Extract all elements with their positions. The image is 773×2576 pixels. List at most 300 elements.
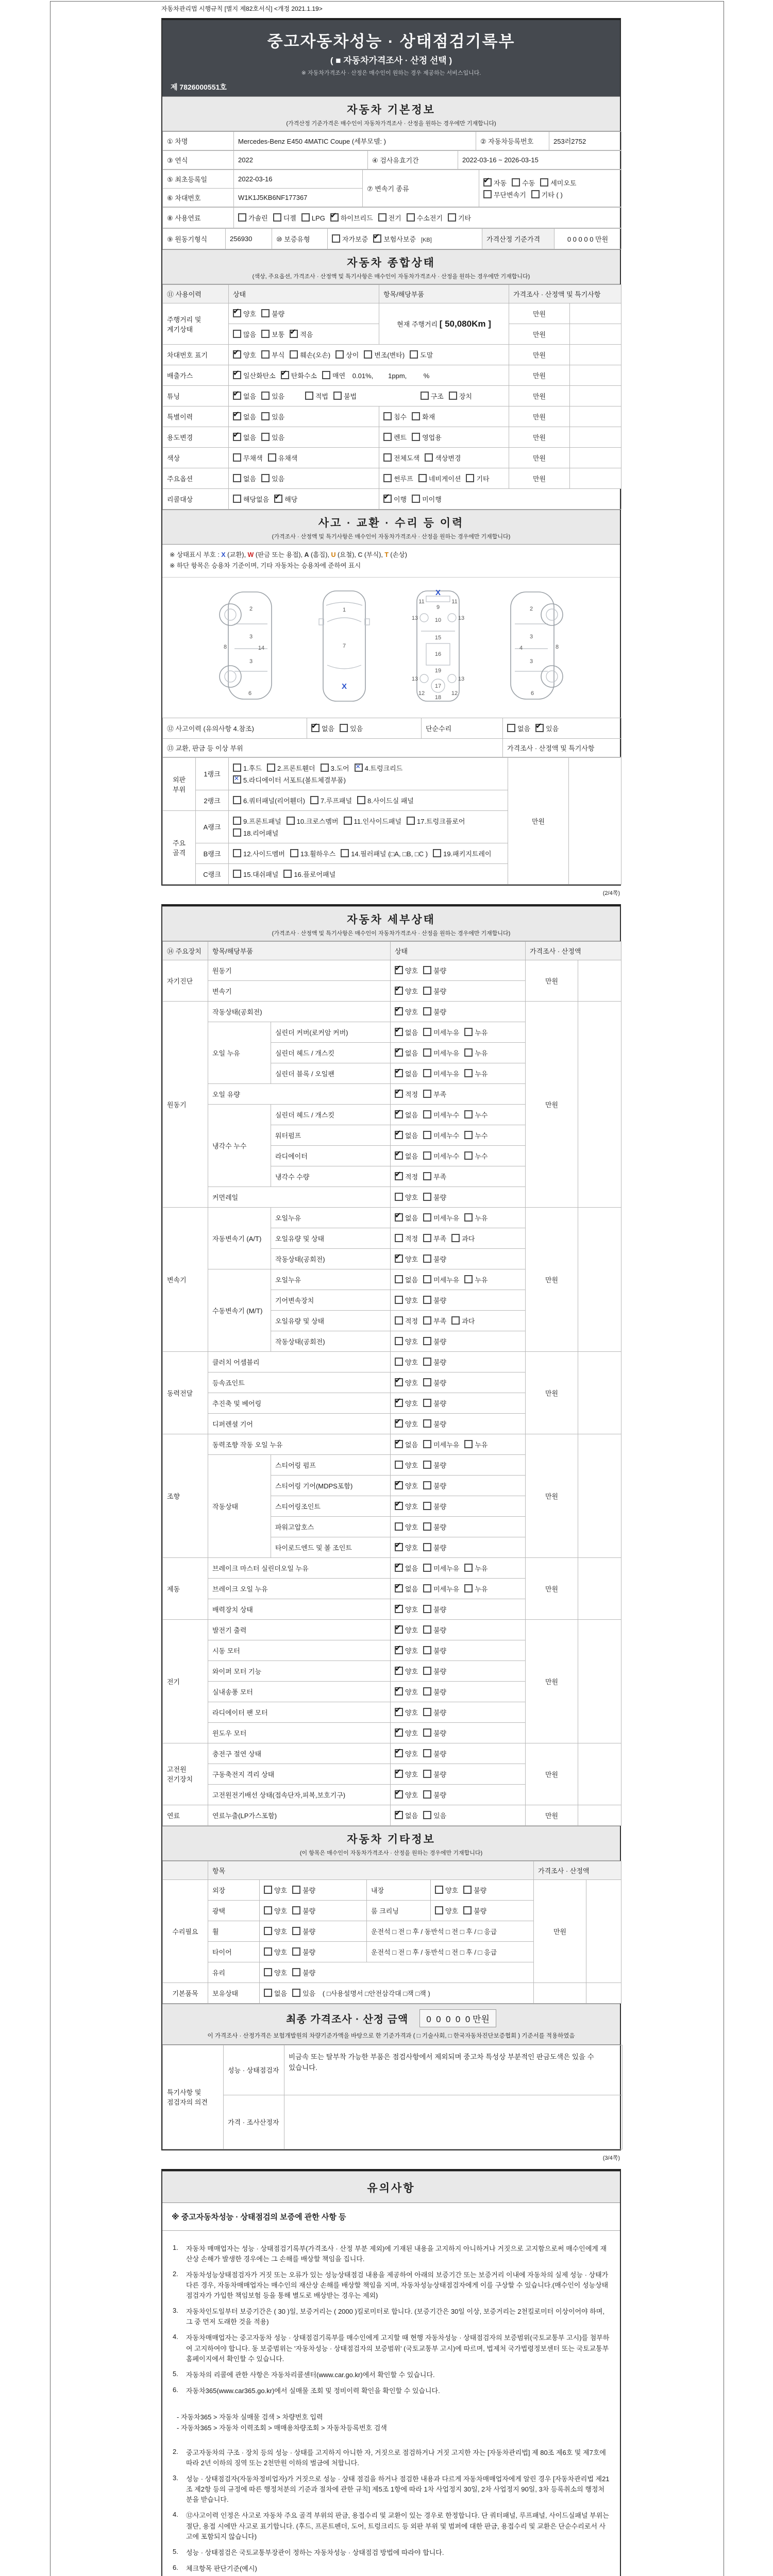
checkbox-icon bbox=[540, 178, 548, 187]
notice-item bbox=[173, 2333, 610, 2364]
checkbox-icon: ✔ bbox=[233, 412, 241, 420]
svg-text:3: 3 bbox=[529, 633, 533, 640]
checkbox-icon bbox=[292, 1886, 300, 1894]
checked-checkbox-option: ✔ 자동 bbox=[483, 176, 507, 187]
unchecked-checkbox-option: 불량 bbox=[292, 1968, 315, 1977]
checkbox-icon bbox=[264, 1947, 272, 1956]
notice-item-text: ⑫사고이력 인정은 사고로 자동차 주요 골격 부위의 판금, 용접수리 및 교환이 있는 경우로 한정합니다. 단 쿼터패널, 루프패널, 사이드실패널 부위는 절단, 용접 시에만 사고로 표기합니다. (후드, 프론트펜더, 도어, 트렁크리드 등 외판 부위 및 범퍼에 대한 판금, 용접수리 및 교환은 단순수리로서 사고에 포함되지 않습니다) bbox=[186, 2512, 609, 2540]
unchecked-checkbox-option: 13.휠하우스 bbox=[290, 849, 335, 858]
checkbox-icon bbox=[423, 1749, 431, 1757]
checkbox-icon bbox=[395, 1296, 403, 1304]
checked-checkbox-option: ✔ 양호 bbox=[395, 984, 418, 995]
status-options bbox=[391, 1619, 526, 1640]
checkbox-icon bbox=[423, 1625, 431, 1634]
price-cell: 만원 bbox=[526, 1557, 578, 1619]
unchecked-checkbox-option: 불량 bbox=[423, 1646, 446, 1655]
legend-desc: (판금 또는 용접), bbox=[254, 551, 305, 558]
holding-state-options bbox=[260, 1982, 534, 2003]
current-mileage bbox=[379, 303, 509, 345]
note-cell bbox=[570, 303, 621, 324]
unchecked-checkbox-option: 미세누수 bbox=[423, 1110, 459, 1120]
rankB-label: B랭크 bbox=[196, 843, 229, 863]
unchecked-checkbox-option: 불량 bbox=[423, 986, 446, 996]
unchecked-checkbox-option: 무채색 bbox=[233, 453, 263, 463]
unchecked-checkbox-option: 수동 bbox=[512, 178, 535, 188]
checkbox-icon bbox=[264, 1968, 272, 1976]
unchecked-checkbox-option: 변조(변타) bbox=[364, 350, 405, 360]
checkbox-icon bbox=[407, 213, 415, 222]
checkbox-icon bbox=[423, 1790, 431, 1799]
status-options bbox=[391, 1104, 526, 1125]
svg-text:4: 4 bbox=[519, 645, 523, 651]
unchecked-checkbox-option: 부족 bbox=[423, 1172, 446, 1181]
sub-item-label: 스티어링 기어(MDPS포함) bbox=[271, 1475, 391, 1496]
price-cell: 만원 bbox=[509, 324, 570, 345]
unchecked-checkbox-option: 누유 bbox=[464, 1563, 488, 1573]
svg-text:1: 1 bbox=[342, 606, 346, 613]
mileage-value: [ 50,080Km ] bbox=[439, 318, 491, 329]
unchecked-checkbox-option: 7.루프패널 bbox=[310, 795, 352, 805]
section-note: (색상, 주요옵션, 가격조사 · 산정액 및 특기사항은 매수인이 자동차가격조사 · 산정을 원하는 경우에만 기재합니다) bbox=[252, 274, 530, 280]
unchecked-checkbox-option: 있음 bbox=[423, 1810, 446, 1820]
status-options bbox=[391, 1372, 526, 1393]
inspection-record-document bbox=[161, 0, 621, 2576]
checkbox-icon: ✔ bbox=[233, 433, 241, 441]
sub-item-label: 냉각수 수량 bbox=[271, 1166, 391, 1187]
status-options bbox=[391, 1248, 526, 1269]
checked-checkbox-option: ✔ 없음 bbox=[395, 1561, 418, 1572]
device-group-label: 변속기 bbox=[163, 1207, 208, 1351]
tire-options bbox=[260, 1941, 367, 1962]
basic-items-label: 기본품목 bbox=[163, 1982, 208, 2003]
checkbox-icon bbox=[423, 1213, 431, 1222]
box-basic-and-comprehensive bbox=[161, 18, 621, 886]
checkbox-icon: ✔ bbox=[395, 1151, 403, 1160]
unchecked-checkbox-option: 세미오토 bbox=[540, 178, 576, 188]
exterior-options bbox=[260, 1879, 367, 1900]
wheel-label: 휠 bbox=[208, 1921, 260, 1941]
color-label: 색상 bbox=[163, 448, 229, 468]
unchecked-checkbox-option: 있음 bbox=[261, 473, 284, 483]
svg-text:13: 13 bbox=[458, 675, 465, 682]
item-label: 시동 모터 bbox=[208, 1640, 391, 1660]
holding-state-label: 보유상태 bbox=[208, 1982, 260, 2003]
svg-text:2: 2 bbox=[529, 605, 533, 612]
checkbox-icon bbox=[451, 1316, 460, 1325]
device-group-label: 연료 bbox=[163, 1805, 208, 1825]
checkbox-icon bbox=[292, 1906, 300, 1914]
unchecked-checkbox-option: 14.필러패널 (□A, □B, □C ) bbox=[341, 849, 428, 858]
unchecked-checkbox-option: 미세누수 bbox=[423, 1130, 459, 1140]
status-options bbox=[391, 1557, 526, 1578]
svg-text:10: 10 bbox=[434, 617, 442, 623]
checkbox-icon bbox=[421, 392, 429, 400]
unchecked-checkbox-option: 디젤 bbox=[273, 213, 296, 223]
checkbox-icon bbox=[341, 849, 349, 857]
fuel-label: ⑧ 사용연료 bbox=[163, 208, 234, 228]
unchecked-checkbox-option: 불량 bbox=[423, 1357, 446, 1367]
checkbox-icon: ✔ bbox=[395, 1213, 403, 1222]
price-cell: 만원 bbox=[526, 1351, 578, 1434]
svg-text:16: 16 bbox=[434, 651, 442, 657]
svg-text:6: 6 bbox=[248, 690, 252, 697]
checkbox-icon bbox=[395, 1316, 403, 1325]
checked-checkbox-option: ✔ 있음 bbox=[535, 721, 559, 733]
unchecked-checkbox-option: 미세누유 bbox=[423, 1275, 459, 1284]
checkbox-icon bbox=[292, 1989, 300, 1997]
svg-text:12: 12 bbox=[451, 690, 458, 697]
exterior-label: 외장 bbox=[208, 1879, 260, 1900]
unchecked-checkbox-option: 불량 bbox=[423, 1398, 446, 1408]
unchecked-checkbox-option: 1.후드 bbox=[233, 763, 262, 773]
checkbox-icon bbox=[423, 1461, 431, 1469]
notice-item-text: 중고자동차의 구조 · 장치 등의 성능 · 상태를 고지하지 아니한 자, 거짓으로 점검하거나 거짓 고지한 자는 [자동차관리법] 제 80조 제6호 및 제7호에 따라 2년 이하의 징역 또는 2천만원 이하의 벌금에 처합니다. bbox=[186, 2448, 606, 2467]
price-cell: 만원 bbox=[526, 1207, 578, 1351]
vin-value: W1K1J5KB6NF177367 bbox=[234, 189, 363, 207]
checkbox-icon bbox=[357, 796, 365, 804]
appraiser-label: 가격 · 조사산정자 bbox=[224, 2095, 284, 2149]
status-options bbox=[391, 1599, 526, 1619]
checked-checkbox-option: ✔ 없음 bbox=[233, 431, 257, 442]
reg-no-label: ② 자동차등록번호 bbox=[476, 132, 549, 150]
checkbox-icon: ✔ bbox=[395, 1440, 403, 1448]
status-options bbox=[391, 1784, 526, 1805]
item-label: 원동기 bbox=[208, 960, 391, 980]
status-options bbox=[391, 1290, 526, 1310]
final-price-band bbox=[162, 2004, 620, 2045]
rank1-options bbox=[229, 757, 508, 790]
item-label: 작동상태 bbox=[208, 1454, 271, 1557]
sub-item-label: 라디에이터 bbox=[271, 1145, 391, 1166]
unchecked-checkbox-option: 3.도어 bbox=[321, 763, 349, 773]
detail-row bbox=[163, 1619, 621, 1640]
basic-info-table-row2 bbox=[162, 150, 621, 170]
holding-option-group bbox=[264, 1990, 321, 1997]
svg-text:13: 13 bbox=[411, 615, 418, 621]
checked-checkbox-option: ✔ 양호 bbox=[395, 1540, 418, 1552]
checked-checkbox-option: ✔ 보험사보증 bbox=[373, 232, 416, 243]
note-cell bbox=[578, 960, 621, 1001]
checkbox-icon bbox=[332, 234, 340, 243]
checkbox-icon bbox=[435, 1906, 443, 1914]
checkbox-icon: ✔ bbox=[395, 1069, 403, 1077]
recall-label: 리콜대상 bbox=[163, 489, 229, 510]
checkbox-icon bbox=[412, 433, 420, 441]
unchecked-checkbox-option: LPG bbox=[301, 213, 325, 222]
unchecked-checkbox-option: 양호 bbox=[395, 1522, 418, 1532]
unchecked-checkbox-option: 불량 bbox=[423, 965, 446, 975]
svg-text:8: 8 bbox=[223, 643, 227, 650]
unchecked-checkbox-option: 불량 bbox=[423, 1460, 446, 1470]
device-group-label: 전기 bbox=[163, 1619, 208, 1743]
checked-checkbox-option: ✕ 5.라디에이터 서포트(볼트체결부품) bbox=[234, 774, 346, 784]
col-item-parts: 항목/해당부품 bbox=[208, 941, 391, 960]
checkbox-icon bbox=[423, 1234, 431, 1242]
unchecked-checkbox-option: 19.패키지트레이 bbox=[433, 849, 491, 858]
page-marker-3: (3/4쪽) bbox=[602, 2155, 620, 2161]
etc-col-item: 항목 bbox=[208, 1861, 534, 1879]
checkbox-icon bbox=[512, 178, 520, 187]
item-label: 등속죠인트 bbox=[208, 1372, 391, 1393]
legend-desc: (요철), bbox=[335, 551, 358, 558]
checkbox-icon: ✔ bbox=[395, 1502, 403, 1510]
checked-checkbox-option: ✔ 양호 bbox=[395, 1767, 418, 1778]
detail-state-table bbox=[162, 941, 621, 1826]
checkbox-icon: ✔ bbox=[395, 1625, 403, 1634]
unchecked-checkbox-option: 없음 bbox=[264, 1988, 287, 1998]
main-option-type-options bbox=[379, 468, 509, 489]
status-options bbox=[391, 1640, 526, 1660]
comprehensive-table bbox=[162, 284, 621, 510]
checkbox-icon bbox=[233, 828, 241, 837]
interior-options bbox=[431, 1879, 534, 1900]
checkbox-icon bbox=[335, 350, 344, 359]
checkbox-icon: ✔ bbox=[395, 966, 403, 974]
checked-checkbox-option: ✔ 양호 bbox=[395, 1705, 418, 1717]
room-cleaning-label: 룸 크리닝 bbox=[367, 1900, 431, 1921]
first-reg-value: 2022-03-16 bbox=[234, 170, 363, 189]
unchecked-checkbox-option: 매연 bbox=[322, 370, 345, 380]
inspector-label: 성능 · 상태점검자 bbox=[224, 2045, 284, 2095]
checkbox-icon bbox=[290, 849, 298, 857]
checkbox-icon bbox=[423, 1028, 431, 1036]
car-bottom-view bbox=[405, 588, 472, 706]
legend-symbol-x: X bbox=[221, 551, 226, 558]
checkbox-icon: ✔ bbox=[395, 1564, 403, 1572]
notice-item-number: 3. bbox=[173, 2474, 178, 2482]
status-options bbox=[391, 1413, 526, 1434]
status-options bbox=[391, 1660, 526, 1681]
checkbox-icon bbox=[423, 1358, 431, 1366]
device-group-label: 조향 bbox=[163, 1434, 208, 1557]
checkbox-icon bbox=[233, 764, 241, 772]
item-label: 브레이크 오일 누유 bbox=[208, 1578, 391, 1599]
notice-item bbox=[173, 2307, 610, 2327]
unchecked-checkbox-option: 수소전기 bbox=[407, 213, 443, 223]
basic-info-table-row1 bbox=[162, 131, 621, 150]
note-cell bbox=[570, 406, 621, 427]
unchecked-checkbox-option: 부족 bbox=[423, 1089, 446, 1099]
checked-checkbox-option: ✔ 없음 bbox=[395, 1149, 418, 1160]
checked-checkbox-option: ✔ 양호 bbox=[395, 1602, 418, 1614]
unchecked-checkbox-option: 불량 bbox=[292, 1885, 315, 1895]
checkbox-icon bbox=[261, 330, 270, 338]
page-marker-2: (2/4쪽) bbox=[602, 890, 620, 896]
item-label: 발전기 출력 bbox=[208, 1619, 391, 1640]
unchecked-checkbox-option: 누수 bbox=[464, 1130, 488, 1140]
checkbox-icon bbox=[423, 1069, 431, 1077]
price-cell: 만원 bbox=[508, 757, 569, 884]
checkbox-icon bbox=[261, 350, 270, 359]
col-major-device: ⑭ 주요장치 bbox=[163, 941, 208, 960]
unchecked-checkbox-option: 불량 bbox=[423, 1378, 446, 1387]
checkbox-icon bbox=[283, 870, 292, 878]
checkbox-icon bbox=[464, 1110, 473, 1118]
mileage-prefix: 현재 주행거리 bbox=[397, 320, 438, 328]
unchecked-checkbox-option: 양호 bbox=[395, 1295, 418, 1305]
price-cell: 만원 bbox=[526, 1619, 578, 1743]
checkbox-icon: ✔ bbox=[274, 495, 282, 503]
emission-values: 0.01%, 1ppm, % bbox=[352, 372, 430, 380]
notice-item-text: 자동차인도일부터 보증기간은 ( 30 )일, 보증거리는 ( 2000 )킬로미터로 합니다. (보증기간은 30일 이상, 보증거리는 2천킬로미터 이상이어야 하며, 그 중 먼저 도래한 것을 적용) bbox=[186, 2308, 604, 2326]
checkbox-icon bbox=[383, 433, 392, 441]
checkbox-icon bbox=[423, 1378, 431, 1386]
final-price-note: 이 가격조사 · 산정가격은 보험개발원의 차량기준가액을 바탕으로 한 기준가격과 ( □ 기술사회, □ 한국자동차진단보증협회 ) 기준서를 적용하였음 bbox=[207, 2032, 575, 2039]
accident-history-row bbox=[162, 718, 621, 757]
checkbox-icon bbox=[310, 796, 318, 804]
checkbox-icon: ✔ bbox=[330, 213, 339, 222]
unchecked-checkbox-option: 전기 bbox=[378, 213, 401, 223]
checkbox-icon bbox=[395, 1337, 403, 1345]
polish-label: 광택 bbox=[208, 1900, 260, 1921]
item-label: 동력조향 작동 오일 누유 bbox=[208, 1434, 391, 1454]
notice-item-number: 1. bbox=[173, 2243, 178, 2251]
rank-table bbox=[162, 757, 621, 885]
status-options bbox=[391, 1187, 526, 1207]
notice-item-text: 자동차365(www.car365.go.kr)에서 실매물 조회 및 정비이력 확인을 확인할 수 있습니다. bbox=[186, 2387, 440, 2395]
section-detail-state bbox=[162, 906, 620, 941]
abnormal-parts-label: ⑬ 교환, 판금 등 이상 부위 bbox=[163, 738, 503, 757]
checkbox-icon bbox=[464, 1151, 473, 1160]
checkbox-icon bbox=[344, 817, 352, 825]
checkbox-icon bbox=[423, 1522, 431, 1531]
checkbox-icon: ✔ bbox=[373, 234, 381, 243]
mileage-amount-options bbox=[229, 324, 379, 345]
unchecked-checkbox-option: 부식 bbox=[261, 350, 284, 360]
col-price: 가격조사 · 산정액 및 특기사항 bbox=[509, 285, 621, 303]
note-cell bbox=[578, 1743, 621, 1805]
item-label: 충전구 절연 상태 bbox=[208, 1743, 391, 1764]
polish-options bbox=[260, 1900, 367, 1921]
svg-text:9: 9 bbox=[436, 604, 440, 611]
status-options bbox=[391, 1310, 526, 1331]
checked-checkbox-option: ✔ 탄화수소 bbox=[280, 369, 317, 380]
checkbox-icon: ✔ bbox=[395, 1584, 403, 1592]
box-notices bbox=[161, 2169, 621, 2576]
status-options bbox=[391, 1764, 526, 1784]
unchecked-checkbox-option: 불량 bbox=[423, 1522, 446, 1532]
engine-type-label: ⑨ 원동기형식 bbox=[163, 229, 226, 249]
sub-item-label: 오일유량 및 상태 bbox=[271, 1228, 391, 1248]
item-label: 냉각수 누수 bbox=[208, 1104, 271, 1187]
legend-desc: (교환), bbox=[225, 551, 248, 558]
checkbox-icon: ✔ bbox=[395, 1378, 403, 1386]
checked-checkbox-option: ✔ 이행 bbox=[383, 493, 407, 503]
vin-marking-label: 차대번호 표기 bbox=[163, 345, 229, 365]
sub-item-label: 실린더 커버(로커암 커버) bbox=[271, 1022, 391, 1042]
svg-text:15: 15 bbox=[434, 634, 442, 641]
unchecked-checkbox-option: 부족 bbox=[423, 1233, 446, 1243]
checkbox-icon: ✔ bbox=[233, 392, 241, 400]
legend-desc: (손상) bbox=[388, 551, 407, 558]
status-options bbox=[391, 1681, 526, 1702]
note-cell bbox=[578, 1557, 621, 1619]
notice-item-number: 4. bbox=[173, 2333, 178, 2341]
checked-checkbox-option: ✔ 없음 bbox=[395, 1437, 418, 1449]
detail-row bbox=[163, 1351, 621, 1372]
checkbox-icon: ✔ bbox=[233, 309, 241, 317]
checked-checkbox-option: ✔ 양호 bbox=[395, 1788, 418, 1799]
car-left-side-view bbox=[217, 588, 284, 706]
checked-checkbox-option: ✔ 양호 bbox=[395, 963, 418, 975]
sub-item-label: 실린더 헤드 / 개스킷 bbox=[271, 1042, 391, 1063]
base-price-label: 가격산정 기준가격 bbox=[482, 229, 554, 249]
checkbox-icon bbox=[395, 1522, 403, 1531]
checkbox-icon bbox=[466, 474, 474, 482]
checkbox-icon bbox=[233, 796, 241, 804]
status-options bbox=[391, 1228, 526, 1248]
glass-options bbox=[260, 1962, 534, 1982]
status-options bbox=[391, 1207, 526, 1228]
car-top-view bbox=[311, 588, 378, 706]
etc-col-price: 가격조사 · 산정액 bbox=[534, 1861, 621, 1879]
checked-checkbox-option: ✔ 해당 bbox=[274, 493, 298, 503]
warranty-provider: [KB] bbox=[421, 237, 432, 243]
checkbox-icon bbox=[423, 1255, 431, 1263]
unchecked-checkbox-option: 과다 bbox=[451, 1233, 475, 1243]
checkbox-icon bbox=[412, 495, 420, 503]
emission-option-group bbox=[233, 369, 350, 380]
price-cell: 만원 bbox=[526, 1001, 578, 1207]
item-label: 배력장치 상태 bbox=[208, 1599, 391, 1619]
checked-checkbox-option: ✔ 양호 bbox=[395, 1664, 418, 1675]
price-cell: 만원 bbox=[509, 427, 570, 448]
checked-checkbox-option: ✔ 없음 bbox=[311, 721, 335, 733]
fuel-options bbox=[234, 208, 621, 228]
note-cell bbox=[570, 345, 621, 365]
device-group-label: 고전원 전기장치 bbox=[163, 1743, 208, 1805]
sub-item-label: 실린더 헤드 / 개스킷 bbox=[271, 1104, 391, 1125]
price-cell: 만원 bbox=[526, 1434, 578, 1557]
detail-row bbox=[163, 1743, 621, 1764]
special-history-label: 특별이력 bbox=[163, 406, 229, 427]
checkbox-icon bbox=[233, 870, 241, 878]
unchecked-checkbox-option: 도말 bbox=[410, 350, 433, 360]
sub-item-label: 스티어링조인트 bbox=[271, 1496, 391, 1516]
emission-options bbox=[229, 365, 509, 386]
sub-item-label: 작동상태(공회전) bbox=[271, 1248, 391, 1269]
tuning-exist-options bbox=[233, 389, 290, 400]
status-options bbox=[391, 1351, 526, 1372]
col-status: 상태 bbox=[391, 941, 526, 960]
checkbox-icon: ✔ bbox=[395, 1543, 403, 1551]
checkbox-icon: ✔ bbox=[290, 330, 298, 338]
checkbox-icon bbox=[423, 1667, 431, 1675]
item-label: 브레이크 마스터 실린더오일 누유 bbox=[208, 1557, 391, 1578]
transmission-options-line1 bbox=[483, 177, 617, 189]
unchecked-checkbox-option: 누유 bbox=[464, 1027, 488, 1037]
checkbox-icon bbox=[483, 190, 492, 198]
holding-items: ( □사용설명서 □안전삼각대 □잭 □잭 ) bbox=[322, 1989, 430, 1997]
checked-checkbox-option: ✔ 양호 bbox=[395, 1726, 418, 1737]
unchecked-checkbox-option: 미세누유 bbox=[423, 1027, 459, 1037]
legend-symbol-u: U bbox=[331, 551, 336, 558]
col-price: 가격조사 · 산정액 bbox=[526, 941, 621, 960]
note-cell bbox=[578, 1207, 621, 1351]
checkbox-icon: ✔ bbox=[395, 987, 403, 995]
note-cell bbox=[586, 1879, 621, 1982]
checkbox-icon bbox=[423, 1316, 431, 1325]
status-options bbox=[391, 1042, 526, 1063]
checkbox-icon bbox=[423, 1275, 431, 1283]
notice-list-a bbox=[162, 2231, 620, 2412]
sub-item-label: 실린더 블록 / 오일팬 bbox=[271, 1063, 391, 1083]
unchecked-checkbox-option: 유채색 bbox=[268, 453, 298, 463]
checkbox-icon bbox=[322, 371, 330, 379]
unchecked-checkbox-option: 미세누유 bbox=[423, 1213, 459, 1223]
notice-list-a6-sublines bbox=[177, 2412, 620, 2434]
state-symbol-legend bbox=[162, 545, 620, 578]
